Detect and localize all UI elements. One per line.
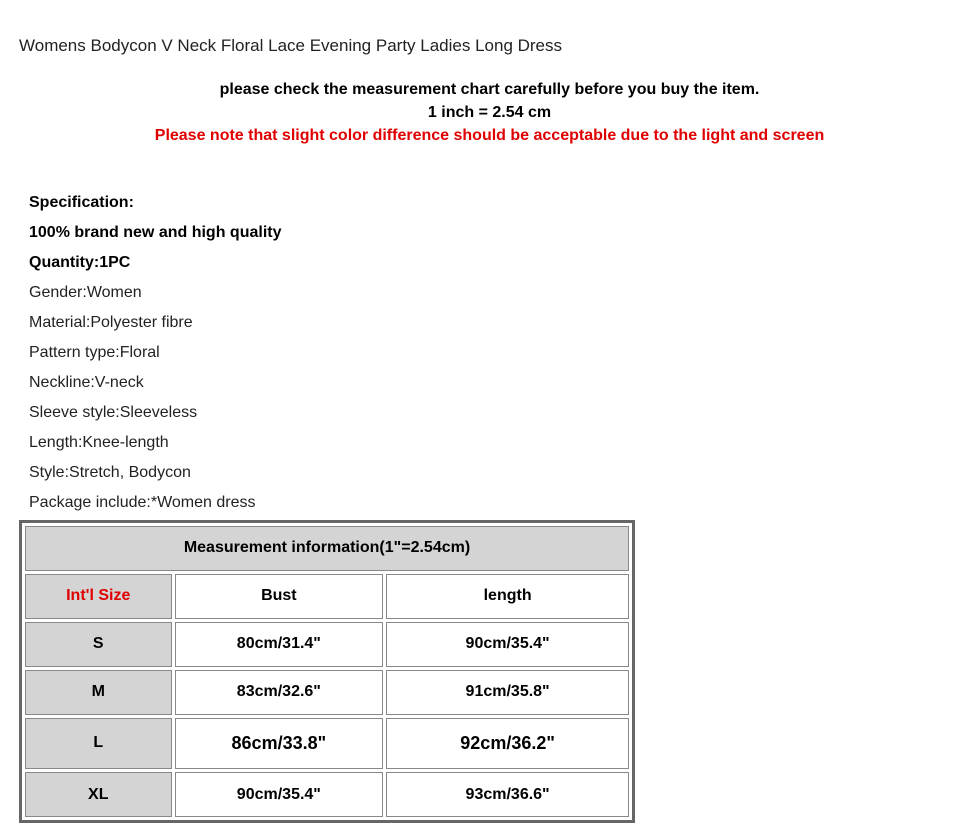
spec-line-gender: Gender:Women (29, 284, 142, 301)
size-cell: L (25, 718, 172, 770)
measurement-table (22, 523, 632, 820)
notice-inch-conversion: 1 inch = 2.54 cm (427, 104, 552, 121)
specification-list (29, 188, 281, 518)
length-cell: 92cm/36.2" (386, 718, 629, 770)
size-cell: M (25, 670, 172, 715)
table-caption: Measurement information(1"=2.54cm) (25, 526, 629, 571)
table-row (25, 718, 629, 770)
bust-cell: 86cm/33.8" (175, 718, 384, 770)
notice-color-difference: Please note that slight color difference should be acceptable due to the light and screen (154, 127, 825, 144)
size-cell: S (25, 622, 172, 667)
spec-line-neckline: Neckline:V-neck (29, 374, 144, 391)
notice-block (0, 78, 979, 147)
bust-cell: 80cm/31.4" (175, 622, 384, 667)
spec-line-style: Style:Stretch, Bodycon (29, 464, 191, 481)
length-cell: 93cm/36.6" (386, 772, 629, 817)
spec-line-quantity: Quantity:1PC (29, 254, 131, 271)
notice-check-chart: please check the measurement chart carefully before you buy the item. (219, 81, 760, 98)
spec-heading: Specification: (29, 194, 134, 211)
length-cell: 90cm/35.4" (386, 622, 629, 667)
header-bust: Bust (175, 574, 384, 619)
header-intl-size: Int'l Size (25, 574, 172, 619)
size-cell: XL (25, 772, 172, 817)
product-title: Womens Bodycon V Neck Floral Lace Evening Party Ladies Long Dress (19, 36, 563, 55)
spec-line-length: Length:Knee-length (29, 434, 169, 451)
measurement-table-frame (19, 520, 635, 823)
spec-line-material: Material:Polyester fibre (29, 314, 193, 331)
table-caption-row (25, 526, 629, 571)
spec-line-package: Package include:*Women dress (29, 494, 256, 511)
table-row (25, 622, 629, 667)
spec-line-sleeve: Sleeve style:Sleeveless (29, 404, 198, 421)
header-length: length (386, 574, 629, 619)
table-row (25, 772, 629, 817)
spec-line-quality: 100% brand new and high quality (29, 224, 282, 241)
table-row (25, 670, 629, 715)
bust-cell: 83cm/32.6" (175, 670, 384, 715)
bust-cell: 90cm/35.4" (175, 772, 384, 817)
table-header-row (25, 574, 629, 619)
spec-line-pattern: Pattern type:Floral (29, 344, 160, 361)
length-cell: 91cm/35.8" (386, 670, 629, 715)
